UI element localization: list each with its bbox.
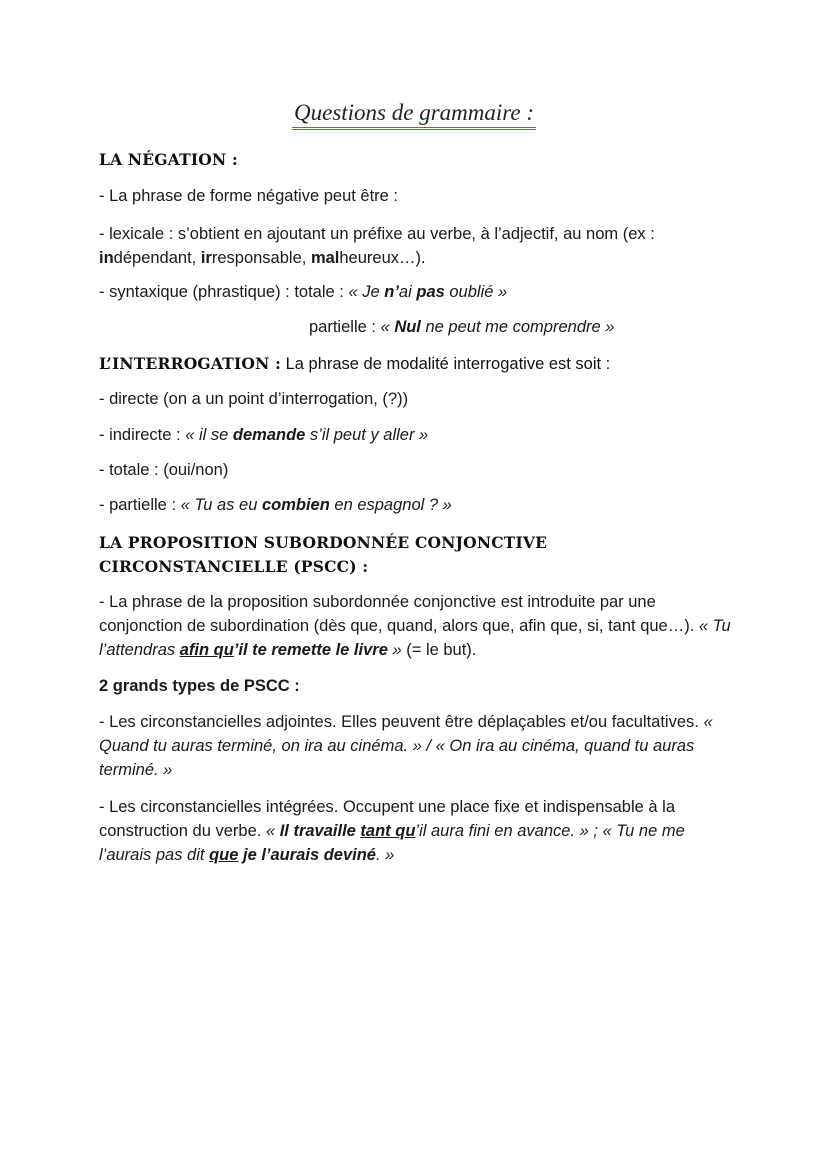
pscc-definition [99, 590, 739, 662]
partielle-quote-open: « [380, 318, 395, 336]
adjointes-example: « Quand tu auras terminé, on ira au cinéma. » / « On ira au cinéma, quand tu auras terminé. » [99, 713, 713, 779]
partielle-int-combien: combien [261, 496, 330, 514]
partielle-int-label: - partielle : [99, 496, 181, 514]
pscc-types-heading: 2 grands types de PSCC : [99, 677, 300, 695]
prefix-ir: ir [200, 249, 212, 267]
example-mal-rest: heureux…). [339, 249, 426, 267]
integrees-quote-mid: ’il aura fini en avance. » ; « Tu ne me l’aurais pas dit [99, 822, 685, 864]
syntaxique-pas: pas [416, 283, 445, 301]
pscc-quote-3: ’il te remette le livre [233, 641, 388, 659]
heading-interrogation [99, 354, 610, 374]
pscc-definition-end: (= le but). [401, 641, 477, 659]
indirecte-c: s’il peut y aller » [305, 426, 429, 444]
integrees-devine: je l’aurais deviné [238, 846, 376, 864]
partielle-nul: Nul [394, 318, 421, 336]
integrees-quote-close: . » [375, 846, 395, 864]
partielle-label: partielle : [309, 318, 381, 336]
syntaxique-n: n’ [384, 283, 399, 301]
page-title [0, 100, 828, 130]
partielle-end: ne peut me comprendre » [420, 318, 615, 336]
integrees-que: que [209, 846, 239, 864]
interrogation-indirecte [99, 426, 739, 445]
pscc-quote-1: « Tu l’attendras [99, 617, 731, 659]
indirecte-label: - indirecte : [99, 426, 186, 444]
integrees-quote-open: « [265, 822, 280, 840]
indirecte-demande: demande [232, 426, 306, 444]
pscc-definition-text: - La phrase de la proposition subordonnée conjonctive est introduite par une conjonction de subordination (dès que, quand, alors que, afin que, si, tant que…). [99, 593, 699, 635]
integrees-text: - Les circonstancielles intégrées. Occupent une place fixe et indispensable à la construction du verbe. [99, 798, 676, 840]
partielle-int-a: « Tu as eu [180, 496, 262, 514]
pscc-quote-close: » [387, 641, 402, 659]
negation-partielle [309, 318, 729, 337]
interrogation-heading-rest: La phrase de modalité interrogative est soit : [281, 355, 611, 373]
heading-negation: LA NÉGATION : [99, 150, 238, 169]
interrogation-heading-text: L’INTERROGATION : [99, 354, 281, 373]
example-in-rest: dépendant, [113, 249, 201, 267]
integrees-tant-qu: tant qu [360, 822, 416, 840]
syntaxique-quote-open: « Je [348, 283, 385, 301]
page-title-text: Questions de grammaire : [292, 100, 536, 130]
adjointes-text: - Les circonstancielles adjointes. Elles peuvent être déplaçables et/ou facultatives. [99, 713, 704, 731]
syntaxique-ai: ai [398, 283, 417, 301]
heading-pscc: LA PROPOSITION SUBORDONNÉE CONJONCTIVE CIRCONSTANCIELLE (PSCC) : [99, 533, 548, 576]
integrees-il-travaille: Il travaille [279, 822, 361, 840]
prefix-mal: mal [310, 249, 340, 267]
interrogation-totale: - totale : (oui/non) [99, 461, 229, 479]
partielle-int-c: en espagnol ? » [329, 496, 452, 514]
negation-lexicale [99, 222, 739, 270]
pscc-adjointes [99, 710, 739, 782]
negation-syntaxique [99, 283, 739, 302]
lexicale-text: - lexicale : s’obtient en ajoutant un préfixe au verbe, à l’adjectif, au nom (ex : [99, 225, 655, 243]
syntaxique-end: oublié » [444, 283, 508, 301]
pscc-integrees [99, 795, 739, 867]
interrogation-partielle [99, 496, 739, 515]
example-ir-rest: responsable, [211, 249, 311, 267]
prefix-in: in [99, 249, 114, 267]
pscc-quote-afin-qu: afin qu [179, 641, 234, 659]
negation-intro: - La phrase de forme négative peut être : [99, 187, 399, 205]
interrogation-directe: - directe (on a un point d’interrogation, (?)) [99, 390, 409, 408]
indirecte-a: « il se [185, 426, 233, 444]
syntaxique-label: - syntaxique (phrastique) : totale : [99, 283, 349, 301]
